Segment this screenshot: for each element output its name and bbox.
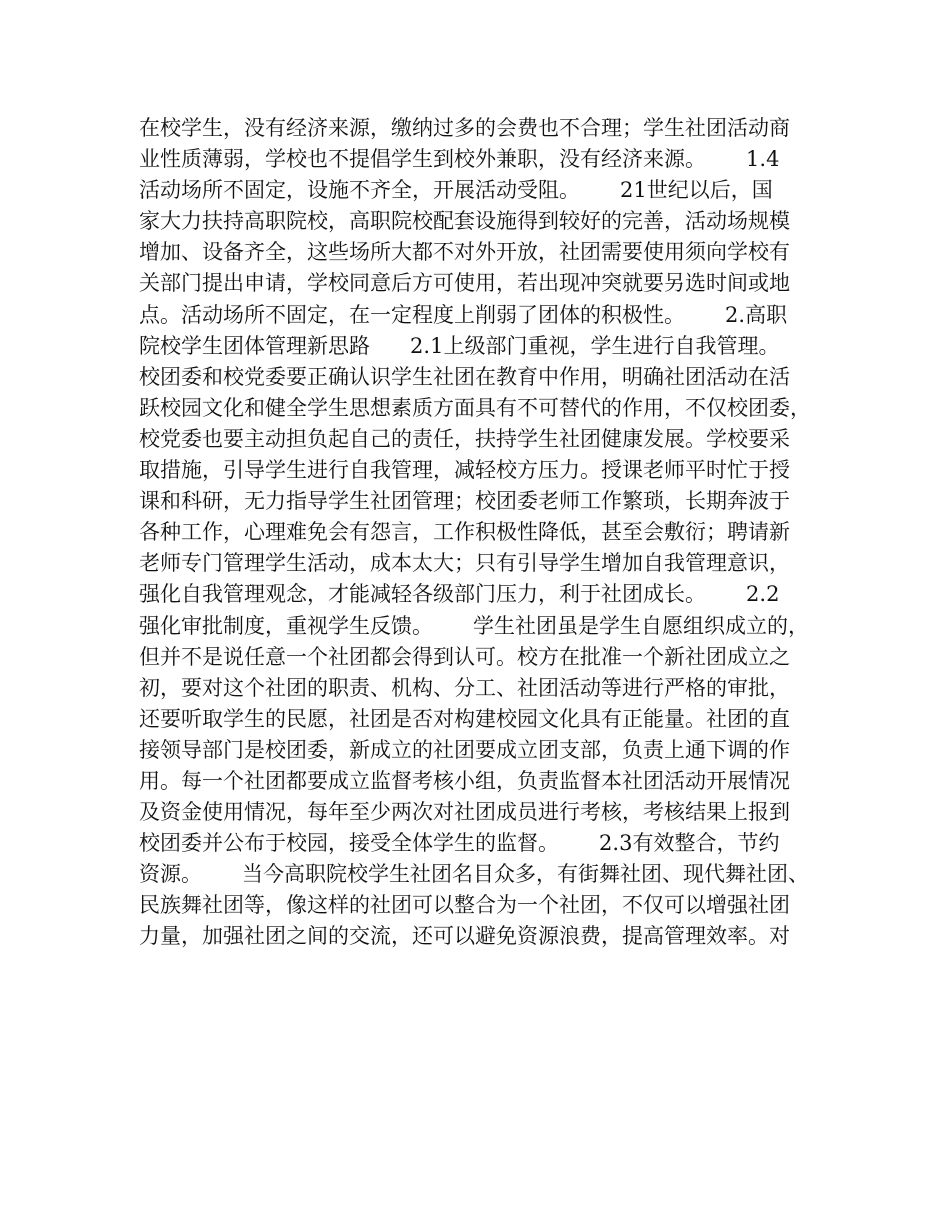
text-line: 强化审批制度，重视学生反馈。 学生社团虽是学生自愿组织成立的， <box>139 613 810 638</box>
text-line: 校团委并公布于校园，接受全体学生的监督。 2.3有效整合，节约 <box>139 831 780 856</box>
text-line: 院校学生团体管理新思路 2.1上级部门重视，学生进行自我管理。 <box>139 333 780 358</box>
text-line: 及资金使用情况，每年至少两次对社团成员进行考核，考核结果上报到 <box>139 800 790 825</box>
text-line: 跃校园文化和健全学生思想素质方面具有不可替代的作用，不仅校团委， <box>139 395 811 420</box>
text-line: 民族舞社团等，像这样的社团可以整合为一个社团，不仅可以增强社团 <box>139 893 790 918</box>
text-line: 接领导部门是校团委，新成立的社团要成立团支部，负责上通下调的作 <box>139 737 790 762</box>
body-text <box>139 113 829 953</box>
text-line: 取措施，引导学生进行自我管理，减轻校方压力。授课老师平时忙于授 <box>139 458 790 483</box>
text-line: 课和科研，无力指导学生社团管理；校团委老师工作繁琐，长期奔波于 <box>139 489 790 514</box>
text-line: 资源。 当今高职院校学生社团名目众多，有街舞社团、现代舞社团、 <box>139 862 810 887</box>
text-line: 业性质薄弱，学校也不提倡学生到校外兼职，没有经济来源。 1.4 <box>139 147 780 172</box>
text-line: 用。每一个社团都要成立监督考核小组，负责监督本社团活动开展情况 <box>139 768 790 793</box>
text-line: 校团委和校党委要正确认识学生社团在教育中作用，明确社团活动在活 <box>139 364 790 389</box>
text-line: 活动场所不固定，设施不齐全，开展活动受阻。 21世纪以后，国 <box>139 178 773 203</box>
text-line: 增加、设备齐全，这些场所大都不对外开放，社团需要使用须向学校有 <box>139 240 790 265</box>
text-line: 力量，加强社团之间的交流，还可以避免资源浪费，提高管理效率。对 <box>139 924 790 949</box>
text-line: 强化自我管理观念，才能减轻各级部门压力，利于社团成长。 2.2 <box>139 582 780 607</box>
text-line: 家大力扶持高职院校，高职院校配套设施得到较好的完善，活动场规模 <box>139 209 790 234</box>
text-line: 老师专门管理学生活动，成本太大；只有引导学生增加自我管理意识， <box>139 551 790 576</box>
text-line: 还要听取学生的民愿，社团是否对构建校园文化具有正能量。社团的直 <box>139 706 790 731</box>
text-line: 各种工作，心理难免会有怨言，工作积极性降低，甚至会敷衍；聘请新 <box>139 520 790 545</box>
text-line: 初，要对这个社团的职责、机构、分工、社团活动等进行严格的审批， <box>139 675 790 700</box>
text-line: 校党委也要主动担负起自己的责任，扶持学生社团健康发展。学校要采 <box>139 426 790 451</box>
text-line: 但并不是说任意一个社团都会得到认可。校方在批准一个新社团成立之 <box>139 644 790 669</box>
text-line: 点。活动场所不固定，在一定程度上削弱了团体的积极性。 2.高职 <box>139 302 788 327</box>
text-line: 关部门提出申请，学校同意后方可使用，若出现冲突就要另选时间或地 <box>139 271 790 296</box>
text-line: 在校学生，没有经济来源，缴纳过多的会费也不合理；学生社团活动商 <box>139 116 790 140</box>
